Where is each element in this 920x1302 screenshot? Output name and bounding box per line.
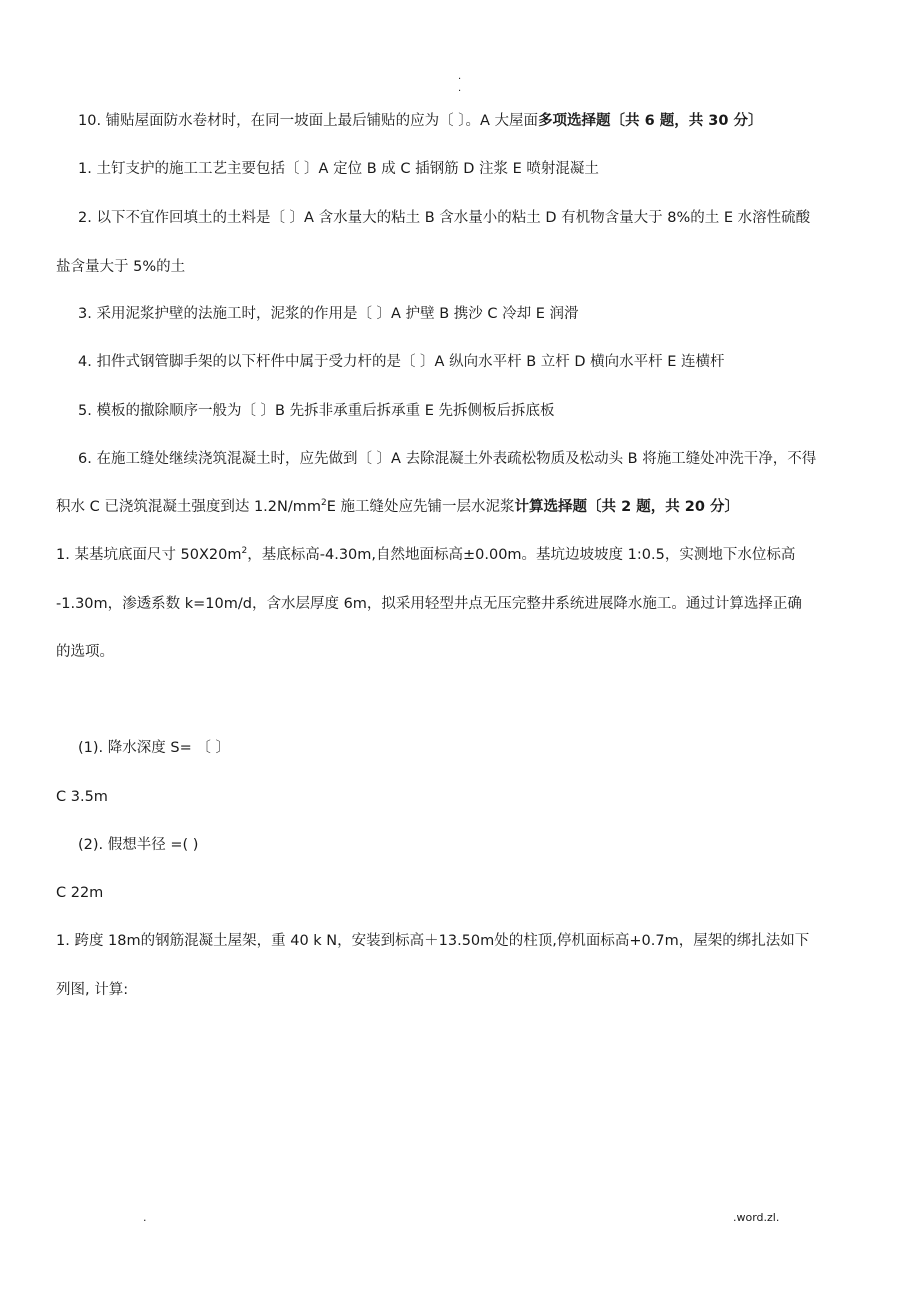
header-dot: . [458, 83, 462, 94]
question-text: 10. 铺贴屋面防水卷材时，在同一坡面上最后铺贴的应为〔 〕。A 大屋面 [78, 113, 539, 129]
calc-question-1-line3: 的选项。 [56, 644, 114, 660]
header-dot: . [458, 71, 462, 82]
question-text: 1. 某基坑底面尺寸 50X20m [56, 547, 242, 563]
question-text: ，基底标高-4.30m,自然地面标高±0.00m。基坑边坡坡度 1:0.5，实测地下水位标高 [247, 547, 796, 563]
multi-question-6-line1: 6. 在施工缝处继续浇筑混凝土时，应先做到〔 〕A 去除混凝土外表疏松物质及松动头 B 将施工缝处冲洗干净，不得 [78, 451, 817, 467]
multi-question-5: 5. 模板的撤除顺序一般为〔 〕B 先拆非承重后拆承重 E 先拆侧板后拆底板 [78, 403, 555, 419]
footer-dot: . [143, 1211, 147, 1224]
sub-question-1: (1). 降水深度 S= 〔 〕 [78, 740, 230, 756]
calc-question-1-line2: -1.30m，渗透系数 k=10m/d，含水层厚度 6m，拟采用轻型井点无压完整井系统进展降水施工。通过计算选择正确 [56, 596, 802, 612]
footer-text: .word.zl. [733, 1211, 780, 1224]
superscript: 2 [321, 498, 327, 509]
calc-question-1-line1 [56, 545, 868, 565]
calc-question-2-line2: 列图, 计算: [56, 982, 129, 998]
section-heading-multi: 多项选择题〔共 6 题，共 30 分〕 [538, 113, 763, 129]
answer-2: C 22m [56, 885, 104, 901]
answer-1: C 3.5m [56, 789, 108, 805]
multi-question-4: 4. 扣件式钢管脚手架的以下杆件中属于受力杆的是〔 〕A 纵向水平杆 B 立杆 D 横向水平杆 E 连横杆 [78, 354, 725, 370]
multi-question-2-line1: 2. 以下不宜作回填土的土料是〔 〕A 含水量大的粘土 B 含水量小的粘土 D 有机物含量大于 8%的土 E 水溶性硫酸 [78, 210, 811, 226]
section-heading-calc: 计算选择题〔共 2 题，共 20 分〕 [514, 499, 739, 515]
multi-question-2-line2: 盐含量大于 5%的土 [56, 259, 186, 275]
multi-question-3: 3. 采用泥浆护壁的法施工时，泥浆的作用是〔 〕A 护壁 B 携沙 C 冷却 E 润滑 [78, 306, 579, 322]
sub-question-2: (2). 假想半径 =( ) [78, 837, 199, 853]
multi-question-6-line2 [56, 497, 868, 517]
multi-question-1: 1. 土钉支护的施工工艺主要包括〔 〕A 定位 B 成 C 插钢筋 D 注浆 E 喷射混凝土 [78, 161, 599, 177]
question-text: 积水 C 已浇筑混凝土强度到达 1.2N/mm [56, 499, 321, 515]
question-10 [78, 111, 868, 131]
question-text: E 施工缝处应先铺一层水泥浆 [326, 499, 515, 515]
calc-question-2-line1: 1. 跨度 18m的钢筋混凝土屋架，重 40 k N，安装到标高＋13.50m处的柱顶,停机面标高+0.7m，屋架的绑扎法如下 [56, 933, 810, 949]
superscript: 2 [241, 546, 248, 557]
